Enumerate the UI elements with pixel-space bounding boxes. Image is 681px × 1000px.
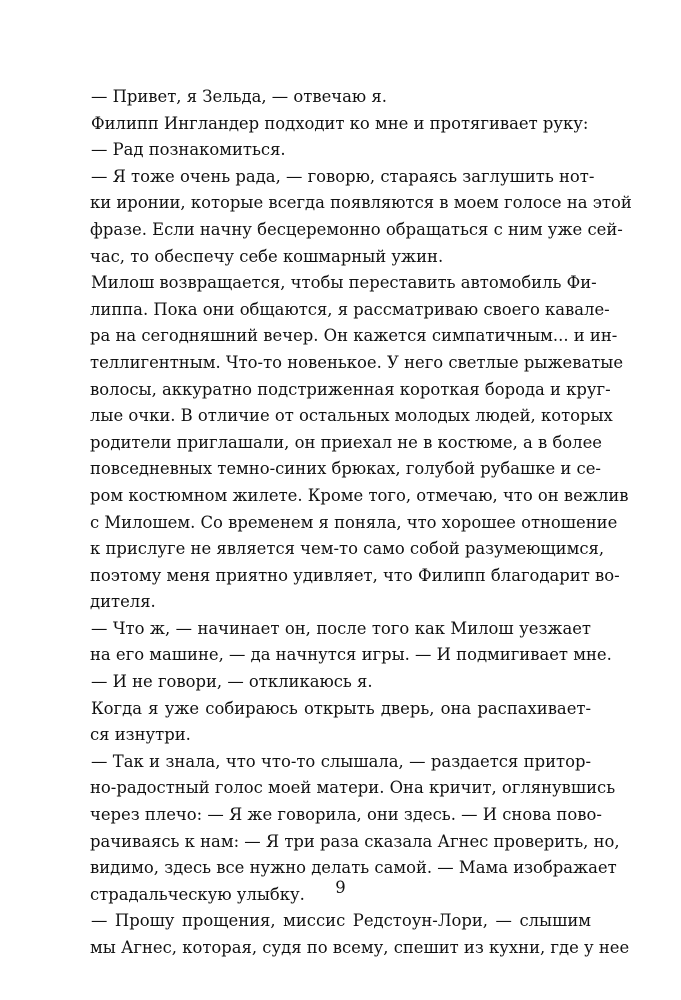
text-line: ра на сегодняшний вечер. Он кажется симпатичным... и ин- <box>90 326 618 346</box>
text-line: фразе. Если начну бесцеремонно обращаться с ним уже сей- <box>90 219 623 239</box>
text-line: страдальческую улыбку. <box>90 884 305 904</box>
text-line: — И не говори, — откликаюсь я. <box>91 672 373 692</box>
text-line: — Рад познакомиться. <box>91 140 286 160</box>
text-line: через плечо: — Я же говорила, они здесь. — И снова пово- <box>90 805 602 825</box>
text-line: видимо, здесь все нужно делать самой. — Мама изображает <box>90 858 617 878</box>
text-line: но-радостный голос моей матери. Она кричит, оглянувшись <box>90 778 616 798</box>
text-line: с Милошем. Со временем я поняла, что хорошее отношение <box>90 512 618 532</box>
text-line: — Так и знала, что что-то слышала, — раздается притор- <box>91 751 591 771</box>
text-line: ром костюмном жилете. Кроме того, отмечаю, что он вежлив <box>90 485 629 505</box>
text-line: поэтому меня приятно удивляет, что Филипп благодарит во- <box>90 565 620 585</box>
text-line: — Я тоже очень рада, — говорю, стараясь заглушить нот- <box>91 166 595 186</box>
text-line: лые очки. В отличие от остальных молодых людей, которых <box>90 406 613 426</box>
text-line: — Привет, я Зельда, — отвечаю я. <box>91 87 387 106</box>
text-line: родители приглашали, он приехал не в костюме, а в более <box>90 432 602 452</box>
text-line: на его машине, — да начнутся игры. — И подмигивает мне. <box>90 645 612 665</box>
page-body <box>90 84 632 962</box>
text-line: Филипп Ингландер подходит ко мне и протягивает руку: <box>91 113 589 133</box>
text-line: Милош возвращается, чтобы переставить автомобиль Фи- <box>91 273 597 293</box>
text-line: волосы, аккуратно подстриженная короткая борода и круг- <box>90 379 611 399</box>
text-line: — Прошу прощения, миссис Редстоун-Лори, — слышим <box>91 911 591 931</box>
text-line: — Что ж, — начинает он, после того как Милош уезжает <box>91 618 591 638</box>
text-line: дителя. <box>90 592 156 612</box>
text-line: липпа. Пока они общаются, я рассматриваю своего кавале- <box>90 299 610 319</box>
text-line: Когда я уже собираюсь открыть дверь, она распахивает- <box>91 698 591 718</box>
text-line: рачиваясь к нам: — Я три раза сказала Агнес проверить, но, <box>90 831 620 851</box>
page-number: 9 <box>335 878 346 897</box>
text-line: ся изнутри. <box>90 725 191 745</box>
text-line: теллигентным. Что-то новенькое. У него светлые рыжеватые <box>90 352 624 372</box>
text-line: ки иронии, которые всегда появляются в моем голосе на этой <box>90 193 632 213</box>
text-line: мы Агнес, которая, судя по всему, спешит из кухни, где у нее <box>90 938 630 957</box>
text-line: повседневных темно-синих брюках, голубой рубашке и се- <box>90 459 601 479</box>
text-line: к прислуге не является чем-то само собой разумеющимся, <box>90 539 605 559</box>
text-line: час, то обеспечу себе кошмарный ужин. <box>90 246 444 266</box>
